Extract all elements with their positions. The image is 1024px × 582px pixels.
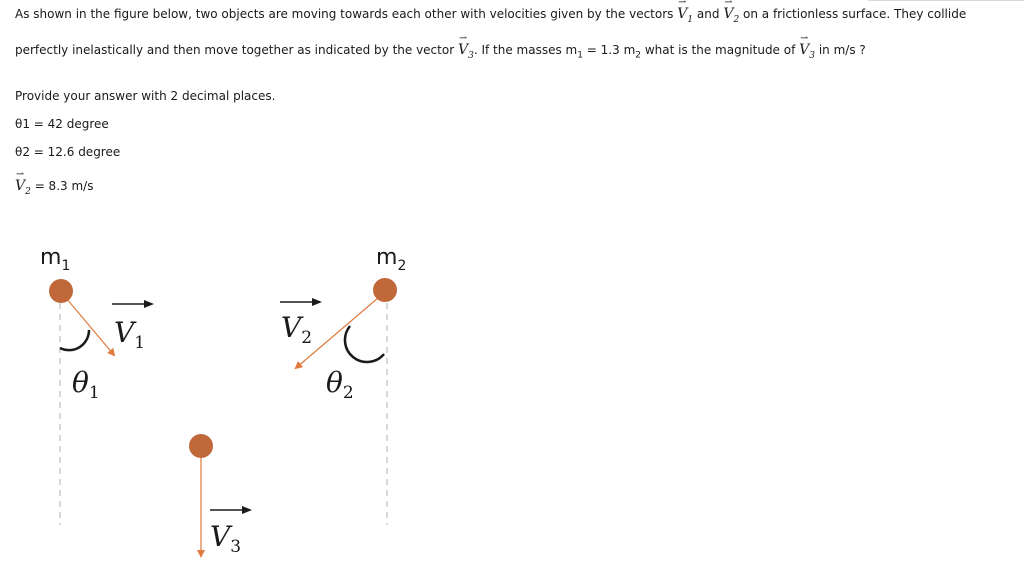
v1-symbol: ⇀ $V_1$ (677, 0, 694, 25)
combined-mass-ball (189, 434, 213, 458)
question-text: . If the masses m (473, 43, 578, 57)
question-line-1 (15, 0, 967, 25)
m2-ball (373, 278, 397, 302)
m1-subscript: 1 (577, 50, 583, 61)
question-text: perfectly inelastically and then move together as indicated by the vector (15, 43, 455, 57)
collision-figure (0, 220, 440, 570)
theta2-given: θ2 = 12.6 degree (15, 145, 121, 159)
v1-label: $V_1$ (114, 316, 146, 353)
question-text: = 1.3 m (586, 43, 636, 57)
m2-label: $m_2$ (376, 245, 407, 274)
question-line-2 (15, 33, 866, 61)
v2-given (15, 169, 94, 197)
top-divider (868, 0, 1024, 1)
m2-subscript: 2 (635, 50, 641, 61)
question-text: on a frictionless surface. They collide (743, 7, 967, 21)
v3-symbol: ⇀ $V_3$ (799, 33, 816, 61)
v2-label: $V_2$ (281, 311, 313, 348)
theta1-given: θ1 = 42 degree (15, 117, 109, 131)
v2-symbol: ⇀ $V_2$ (15, 169, 31, 197)
v3-symbol: ⇀ $V_3$ (457, 33, 474, 61)
answer-instruction: Provide your answer with 2 decimal places. (15, 89, 276, 103)
theta2-arc (345, 326, 384, 362)
m1-ball (49, 279, 73, 303)
v1-arrow (61, 292, 114, 355)
question-text: in m/s ? (818, 43, 866, 57)
question-text: what is the magnitude of (644, 43, 796, 57)
question-text: As shown in the figure below, two objects are moving towards each other with velocities given by the vectors (15, 7, 674, 21)
question-text: and (696, 7, 720, 21)
theta2-label: $\theta_2$ (326, 366, 354, 403)
theta1-label: $\theta_1$ (72, 366, 100, 403)
v2-symbol: ⇀ $V_2$ (723, 0, 740, 25)
v3-label: $V_3$ (210, 520, 242, 557)
m1-label: $m_1$ (40, 245, 71, 274)
theta1-arc (60, 330, 89, 350)
v2-value: = 8.3 m/s (34, 179, 94, 193)
